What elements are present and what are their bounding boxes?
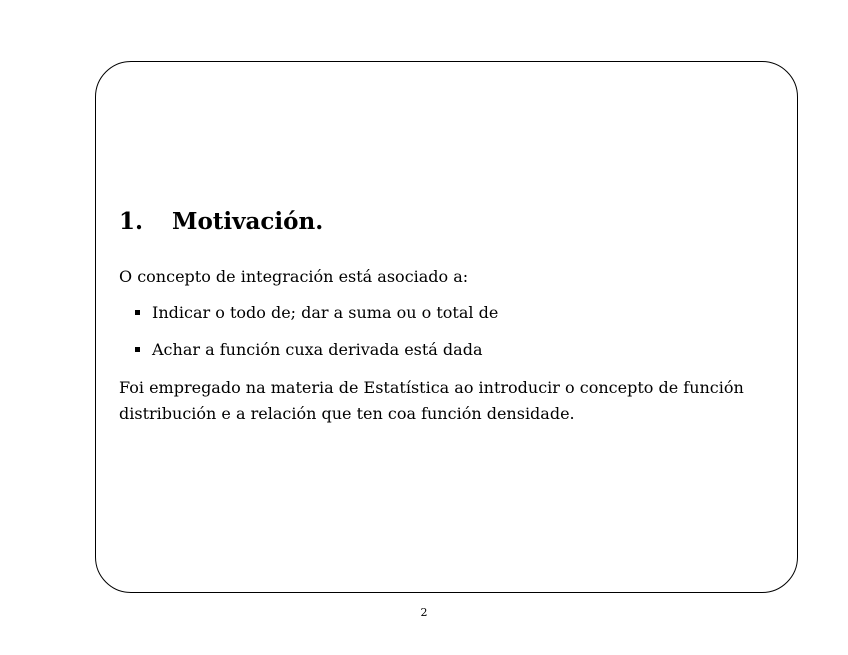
bullet-text: Indicar o todo de; dar a suma ou o total de — [152, 303, 499, 322]
intro-text: O concepto de integración está asociado a: — [119, 267, 469, 286]
list-item — [133, 339, 498, 361]
page-number: 2 — [420, 606, 428, 619]
square-bullet-icon — [135, 310, 140, 315]
section-heading — [119, 207, 323, 237]
body-paragraph: Foi empregado na materia de Estatística ao introducir o concepto de función distribución e a relación que ten coa función densidade. — [119, 378, 744, 423]
list-item — [133, 302, 498, 324]
section-number: 1. — [119, 208, 144, 235]
bullet-list — [133, 302, 498, 376]
bullet-text: Achar a función cuxa derivada está dada — [152, 340, 483, 359]
section-title: Motivación. — [172, 208, 324, 235]
square-bullet-icon — [135, 347, 140, 352]
